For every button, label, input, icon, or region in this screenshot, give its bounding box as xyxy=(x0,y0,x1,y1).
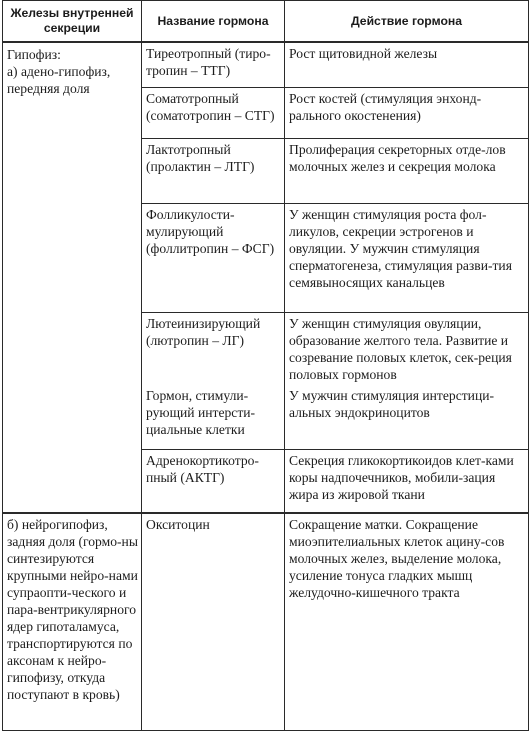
hormone-action: Рост щитовидной железы xyxy=(285,42,529,88)
hormone-name: Фолликулости-мулирующий (фоллитропин – ФСГ) xyxy=(142,204,285,313)
hormone-name: Лютеинизирующий (лютропин – ЛГ) xyxy=(142,313,285,386)
hormone-action: У женщин стимуляция роста фол-ликулов, секреции эстрогенов и овуляции. У мужчин стимуляция сперматогенеза, стимуляция разви-тия семявыносящих канальцев xyxy=(285,204,529,313)
hormone-action: Рост костей (стимуляция энхонд-рального окостенения) xyxy=(285,88,529,139)
gland-adenohypophysis: Гипофиз: а) адено-гипофиз, передняя доля xyxy=(3,42,142,513)
hormone-action: У мужчин стимуляция интерстици-альных эндокриноцитов xyxy=(285,385,529,450)
hormone-name: Соматотропный (соматотропин – СТГ) xyxy=(142,88,285,139)
header-gland: Железы внутренней секреции xyxy=(3,1,142,43)
hormone-name: Адренокортикотро-пный (АКТГ) xyxy=(142,450,285,514)
hormone-action: Секреция гликокортикоидов клет-ками коры надпочечников, мобили-зация жира из жировой ткани xyxy=(285,450,529,514)
table-row xyxy=(3,42,529,88)
hormone-name: Гормон, стимули-рующий интерсти-циальные клетки xyxy=(142,385,285,450)
hormone-name: Тиреотропный (тиро-тропин – ТТГ) xyxy=(142,42,285,88)
header-hormone-action: Действие гормона xyxy=(285,1,529,43)
hormone-table xyxy=(2,0,529,731)
hormone-action: Сокращение матки. Сокращение миоэпителиальных клеток ацину-сов молочных желез, выделение молока, усиление тонуса гладких мышц желудочно-кишечного тракта xyxy=(285,513,529,731)
header-hormone-name: Название гормона xyxy=(142,1,285,43)
hormone-name: Лактотропный (пролактин – ЛТГ) xyxy=(142,139,285,204)
hormone-action: Пролиферация секреторных отде-лов молочных желез и секреция молока xyxy=(285,139,529,204)
hormone-name: Окситоцин xyxy=(142,513,285,731)
table-row xyxy=(3,513,529,731)
document-page xyxy=(2,0,528,712)
hormone-action: У женщин стимуляция овуляции, образование желтого тела. Развитие и созревание половых клеток, сек-реция половых гормонов xyxy=(285,313,529,386)
table-header-row xyxy=(3,1,529,43)
gland-neurohypophysis: б) нейрогипофиз, задняя доля (гормо-ны синтезируются крупными нейро-нами супраопти-ческого и пара-вентрикулярного ядер гипоталамуса, транспортируются по аксонам к нейро-гипофизу, откуда поступают в кровь) xyxy=(3,513,142,731)
